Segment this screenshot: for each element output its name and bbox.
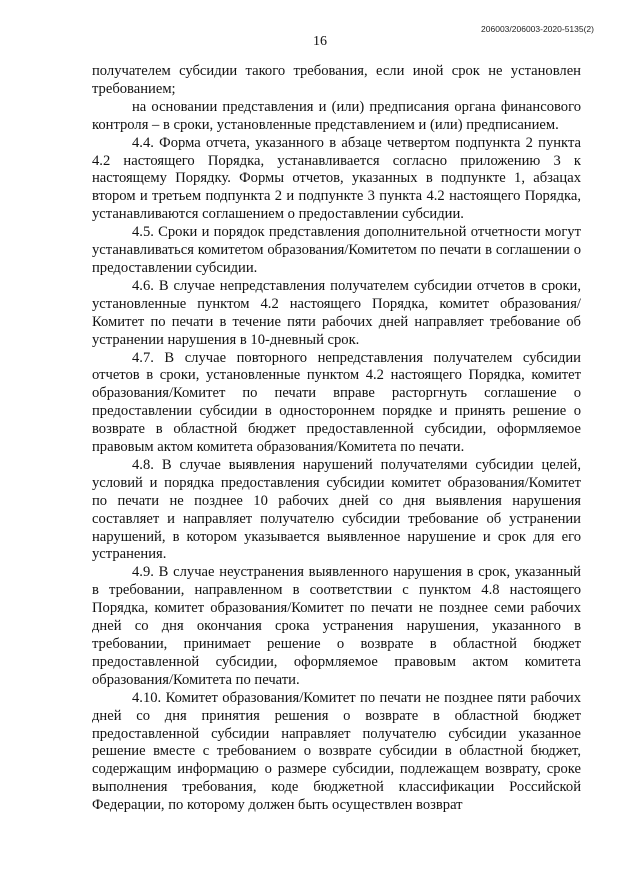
- paragraph: получателем субсидии такого требования, если иной срок не установлен требованием;: [92, 63, 581, 97]
- paragraph: на основании представления и (или) предписания органа финансового контроля – в сроки, установленные представлением и (или) предписанием.: [92, 98, 581, 133]
- document-body: [92, 63, 581, 815]
- document-id: 206003/206003-2020-5135(2): [481, 24, 594, 34]
- paragraph-4-6: 4.6. В случае непредставления получателем субсидии отчетов в сроки, установленные пунктом 4.2 настоящего Порядка, комитет образования/Комитет по печати в течение пяти рабочих дней направляет требование об устранении нарушения в 10-дневный срок.: [92, 277, 581, 348]
- paragraph-4-5: 4.5. Сроки и порядок представления дополнительной отчетности могут устанавливаться комитетом образования/Комитетом по печати в соглашении о предоставлении субсидии.: [92, 224, 581, 276]
- paragraph-4-7: 4.7. В случае повторного непредставления получателем субсидии отчетов в сроки, установленные пунктом 4.2 настоящего Порядка, комитет образования/Комитет по печати вправе расторгнуть соглашение о предоставлении субсидии в одностороннем порядке и принять решение о возврате в областной бюджет предоставленной субсидии, оформляемое правовым актом комитета образования/Комитета по печати.: [92, 349, 581, 456]
- paragraph-4-8: 4.8. В случае выявления нарушений получателями субсидии целей, условий и порядка предоставления субсидии комитет образования/Комитет по печати не позднее 10 рабочих дней со дня выявления нарушения составляет и направляет получателю субсидии требование об устранении нарушений, в котором указывается выявленное нарушение и срок для его устранения.: [92, 456, 581, 563]
- paragraph-4-9: 4.9. В случае неустранения выявленного нарушения в срок, указанный в требовании, направленном в соответствии с пунктом 4.8 настоящего Порядка, комитет образования/Комитет по печати не позднее семи рабочих дней со дня окончания срока устранения нарушения, указанного в требовании, принимает решение о возврате в областной бюджет предоставленной субсидии, оформляемое правовым актом комитета образования/Комитета по печати.: [92, 564, 581, 688]
- paragraph-4-4: 4.4. Форма отчета, указанного в абзаце четвертом подпункта 2 пункта 4.2 настоящего Порядка, устанавливается согласно приложению 3 к настоящему Порядку. Формы отчетов, указанных в подпункте 1, абзацах втором и третьем подпункта 2 и подпункте 3 пункта 4.2 настоящего Порядка, устанавливаются соглашением о предоставлении субсидии.: [92, 134, 581, 223]
- page-number: 16: [313, 34, 327, 49]
- paragraph-4-10: 4.10. Комитет образования/Комитет по печати не позднее пяти рабочих дней со дня принятия решения о возврате в областной бюджет предоставленной субсидии направляет получателю субсидии указанное решение вместе с требованием о возврате субсидии в областной бюджет, содержащим информацию о размере субсидии, подлежащем возврату, сроке выполнения требования, коде бюджетной классификации Российской Федерации, по которому должен быть осуществлен возврат: [92, 689, 581, 814]
